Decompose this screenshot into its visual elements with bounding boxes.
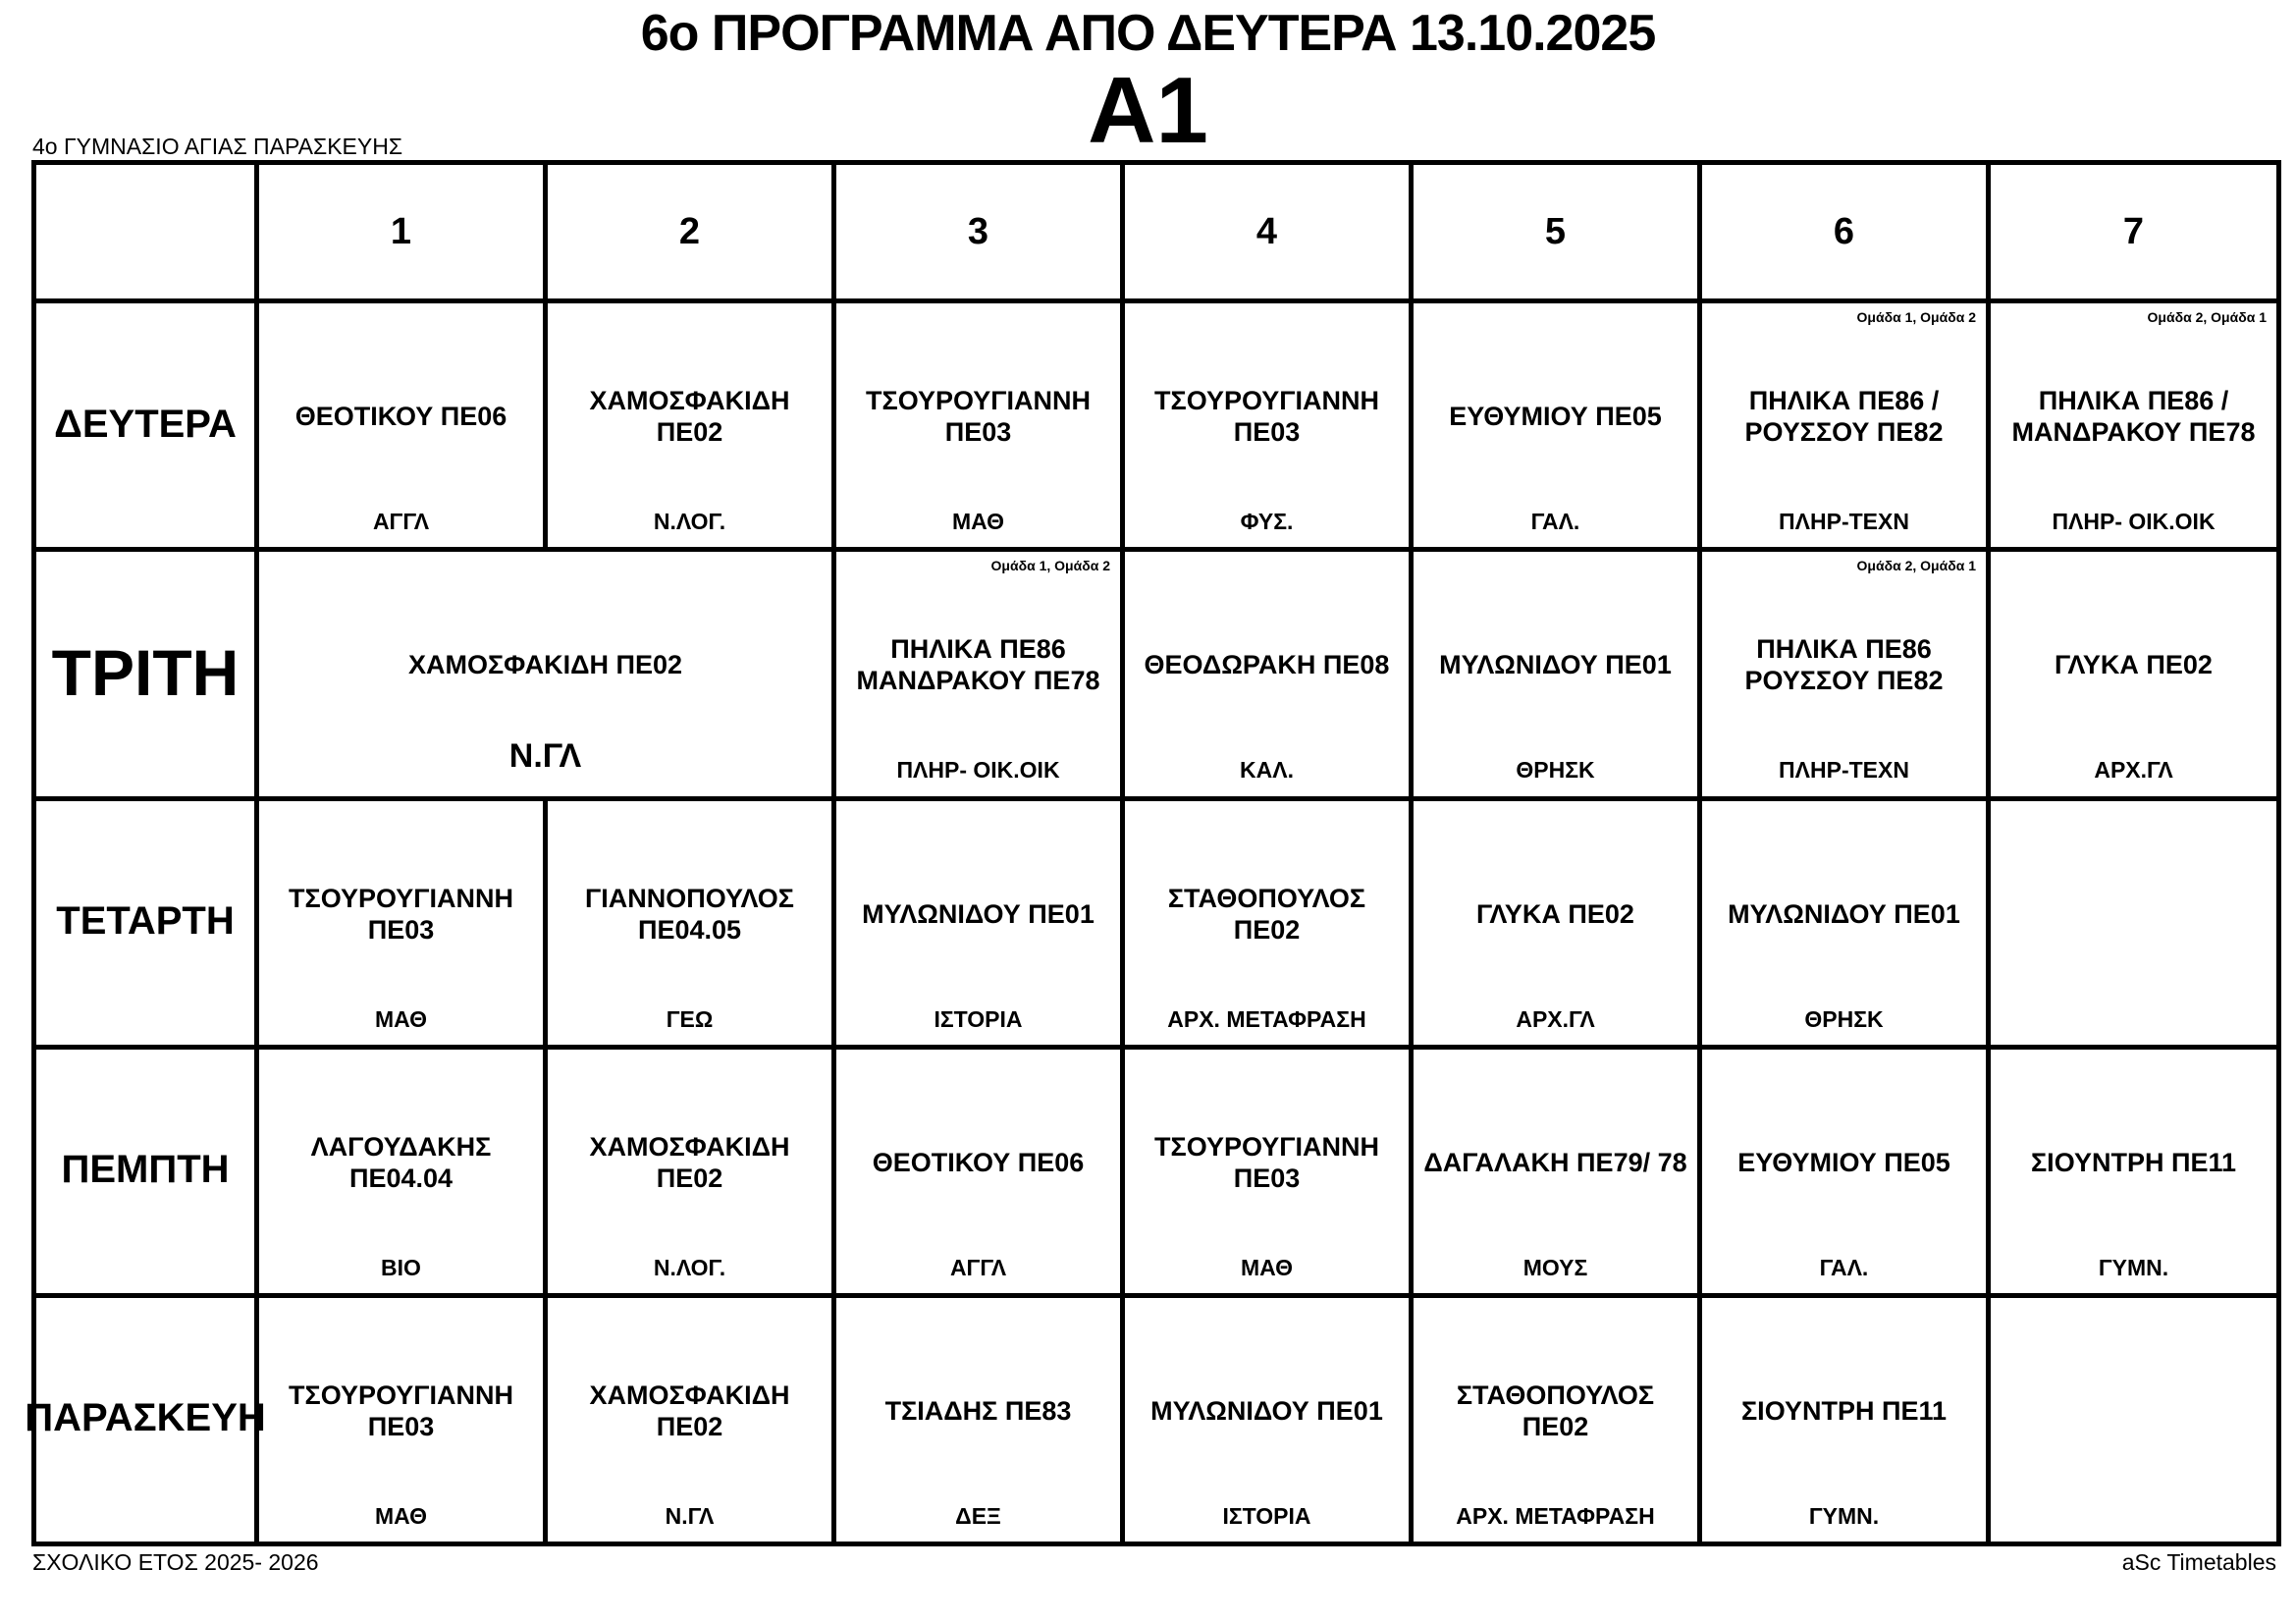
lesson-cell <box>834 550 1123 798</box>
teacher-name: ΓΛΥΚΑ ΠΕ02 <box>2055 650 2213 680</box>
lesson-cell <box>834 1295 1123 1543</box>
lesson-cell <box>1989 798 2279 1047</box>
lesson-cell-content <box>259 552 831 793</box>
period-number: 3 <box>967 210 989 252</box>
lesson-cell <box>1989 550 2279 798</box>
lesson-cell-content <box>1702 303 1986 545</box>
teacher-name: ΤΣΟΥΡΟΥΓΙΑΝΝΗ ΠΕ03 <box>1154 1131 1379 1193</box>
teacher-name: ΤΣΟΥΡΟΥΓΙΑΝΝΗ ΠΕ03 <box>866 386 1091 448</box>
teacher-name: ΣΙΟΥΝΤΡΗ ΠΕ11 <box>2030 1147 2236 1177</box>
lesson-cell-content <box>836 1298 1120 1540</box>
teacher-name: ΤΣΟΥΡΟΥΓΙΑΝΝΗ ΠΕ03 <box>289 883 513 945</box>
teacher-name: ΣΤΑΘΟΠΟΥΛΟΣ ΠΕ02 <box>1456 1380 1655 1441</box>
subject-name: ΜΟΥΣ <box>1522 1254 1588 1280</box>
day-row <box>34 550 2279 798</box>
teacher-name: ΠΗΛΙΚΑ ΠΕ86 ΡΟΥΣΣΟΥ ΠΕ82 <box>1744 634 1944 696</box>
subject-name: ΦΥΣ. <box>1240 509 1294 535</box>
lesson-cell-content <box>1702 1298 1986 1540</box>
lesson-cell <box>257 1295 546 1543</box>
subject-name: ΜΑΘ <box>374 1005 428 1032</box>
lesson-cell-content <box>1414 1050 1697 1291</box>
day-header <box>34 550 257 798</box>
day-header <box>34 301 257 550</box>
teacher-name: ΠΗΛΙΚΑ ΠΕ86 ΜΑΝΔΡΑΚΟΥ ΠΕ78 <box>856 634 1100 696</box>
generator-credit: aSc Timetables <box>2121 1549 2276 1575</box>
school-name: 4ο ΓΥΜΝΑΣΙΟ ΑΓΙΑΣ ΠΑΡΑΣΚΕΥΗΣ <box>32 134 403 159</box>
teacher-name: ΜΥΛΩΝΙΔΟΥ ΠΕ01 <box>862 898 1095 929</box>
period-header-row <box>34 163 2279 301</box>
lesson-cell-content <box>1702 801 1986 1043</box>
lesson-cell <box>257 550 834 798</box>
teacher-name: ΤΣΙΑΔΗΣ ΠΕ83 <box>884 1395 1072 1426</box>
lesson-cell-content <box>836 1050 1120 1291</box>
group-label: Ομάδα 2, Ομάδα 1 <box>2147 309 2267 326</box>
lesson-cell <box>834 798 1123 1047</box>
subject-name: ΓΕΩ <box>666 1005 714 1032</box>
group-label: Ομάδα 1, Ομάδα 2 <box>1856 309 1976 326</box>
teacher-name: ΓΙΑΝΝΟΠΟΥΛΟΣ ΠΕ04.05 <box>584 883 795 945</box>
lesson-cell <box>546 301 834 550</box>
teacher-name: ΕΥΘΥΜΙΟΥ ΠΕ05 <box>1449 402 1662 432</box>
teacher-name: ΠΗΛΙΚΑ ΠΕ86 / ΜΑΝΔΡΑΚΟΥ ΠΕ78 <box>2011 386 2256 448</box>
day-row <box>34 1295 2279 1543</box>
lesson-cell-content <box>548 303 831 545</box>
teacher-name: ΧΑΜΟΣΦΑΚΙΔΗ ΠΕ02 <box>589 1131 790 1193</box>
teacher-name: ΜΥΛΩΝΙΔΟΥ ΠΕ01 <box>1439 650 1672 680</box>
lesson-cell <box>1412 1047 1700 1295</box>
lesson-cell-content <box>1125 1050 1409 1291</box>
subject-name: ΑΓΓΛ <box>949 1254 1007 1280</box>
lesson-cell-content <box>1991 303 2276 545</box>
subject-name: Ν.ΓΛ <box>508 737 582 776</box>
subject-name: ΜΑΘ <box>951 509 1005 535</box>
group-label: Ομάδα 2, Ομάδα 1 <box>1856 558 1976 574</box>
subject-name: ΙΣΤΟΡΙΑ <box>1222 1502 1311 1529</box>
subject-name: Ν.ΛΟΓ. <box>653 1254 726 1280</box>
teacher-name: ΔΑΓΑΛΑΚΗ ΠΕ79/ 78 <box>1423 1147 1687 1177</box>
lesson-cell <box>1700 798 1989 1047</box>
period-number: 4 <box>1255 210 1278 252</box>
timetable <box>25 160 2281 1546</box>
period-number: 7 <box>2122 210 2145 252</box>
lesson-cell-content <box>548 801 831 1043</box>
lesson-cell <box>1123 1047 1412 1295</box>
lesson-cell <box>1123 1295 1412 1543</box>
period-header <box>546 163 834 301</box>
day-row <box>34 301 2279 550</box>
lesson-cell-content <box>548 1050 831 1291</box>
lesson-cell-content <box>1991 801 2276 1043</box>
lesson-cell-content <box>1414 801 1697 1043</box>
lesson-cell <box>1412 550 1700 798</box>
lesson-cell <box>834 1047 1123 1295</box>
lesson-cell-content <box>548 1298 831 1540</box>
teacher-name: ΣΙΟΥΝΤΡΗ ΠΕ11 <box>1740 1395 1947 1426</box>
day-name: ΔΕΥΤΕΡΑ <box>54 402 237 446</box>
lesson-cell <box>1700 550 1989 798</box>
day-header <box>25 1295 266 1543</box>
lesson-cell <box>1123 798 1412 1047</box>
day-header <box>34 1047 257 1295</box>
class-name: Α1 <box>1088 58 1208 163</box>
teacher-name <box>1999 860 2269 968</box>
subject-name: ΠΛΗΡ-ΤΕΧΝ <box>1779 757 1909 784</box>
subject-name: ΒΙΟ <box>381 1254 421 1280</box>
lesson-cell-content <box>259 1050 543 1291</box>
day-name: ΠΕΜΠΤΗ <box>61 1148 230 1192</box>
lesson-cell-content <box>1125 552 1409 793</box>
subject-name: ΓΑΛ. <box>1819 1254 1869 1280</box>
period-header <box>257 163 546 301</box>
subject-name: ΑΡΧ.ΓΛ <box>2094 757 2173 784</box>
school-year: ΣΧΟΛΙΚΟ ΕΤΟΣ 2025- 2026 <box>32 1549 319 1575</box>
lesson-cell-content <box>836 552 1120 793</box>
teacher-name: ΧΑΜΟΣΦΑΚΙΔΗ ΠΕ02 <box>589 386 790 448</box>
period-header <box>1123 163 1412 301</box>
lesson-cell-content <box>1125 801 1409 1043</box>
period-number: 5 <box>1544 210 1567 252</box>
period-header <box>1989 163 2279 301</box>
teacher-name: ΧΑΜΟΣΦΑΚΙΔΗ ΠΕ02 <box>589 1380 790 1441</box>
teacher-name: ΠΗΛΙΚΑ ΠΕ86 / ΡΟΥΣΣΟΥ ΠΕ82 <box>1744 386 1944 448</box>
lesson-cell-content <box>1414 1298 1697 1540</box>
lesson-cell <box>1700 1295 1989 1543</box>
day-name: ΤΕΤΑΡΤΗ <box>56 899 235 944</box>
teacher-name: ΘΕΟΤΙΚΟΥ ΠΕ06 <box>294 402 507 432</box>
lesson-cell <box>546 798 834 1047</box>
lesson-cell <box>1700 301 1989 550</box>
subject-name: ΑΡΧ. ΜΕΤΑΦΡΑΣΗ <box>1167 1005 1366 1032</box>
lesson-cell <box>1412 301 1700 550</box>
lesson-cell-content <box>1702 552 1986 793</box>
subject-name: Ν.ΓΛ <box>665 1502 715 1529</box>
period-header <box>1412 163 1700 301</box>
lesson-cell-content <box>1991 552 2276 793</box>
subject-name: ΓΥΜΝ. <box>2098 1254 2169 1280</box>
subject-name: ΜΑΘ <box>1240 1254 1294 1280</box>
lesson-cell-content <box>1991 1298 2276 1540</box>
lesson-cell-content <box>1414 552 1697 793</box>
subject-name: ΠΛΗΡ- ΟΙΚ.ΟΙΚ <box>896 757 1060 784</box>
lesson-cell-content <box>259 303 543 545</box>
lesson-cell <box>834 301 1123 550</box>
period-header <box>834 163 1123 301</box>
group-label: Ομάδα 1, Ομάδα 2 <box>990 558 1110 574</box>
subject-name: ΓΥΜΝ. <box>1808 1502 1880 1529</box>
teacher-name: ΘΕΟΔΩΡΑΚΗ ΠΕ08 <box>1144 650 1390 680</box>
teacher-name: ΜΥΛΩΝΙΔΟΥ ΠΕ01 <box>1150 1395 1383 1426</box>
period-number: 1 <box>390 210 412 252</box>
subject-name: ΙΣΤΟΡΙΑ <box>934 1005 1023 1032</box>
lesson-cell-content <box>1991 1050 2276 1291</box>
subject-name: ΚΑΛ. <box>1240 757 1294 784</box>
page-title: 6ο ΠΡΟΓΡΑΜΜΑ ΑΠΟ ΔΕΥΤΕΡΑ 13.10.2025 <box>640 5 1656 62</box>
lesson-cell-content <box>1125 1298 1409 1540</box>
timetable-body <box>25 163 2279 1544</box>
subject-name: ΠΛΗΡ- ΟΙΚ.ΟΙΚ <box>2052 509 2216 535</box>
day-header <box>34 798 257 1047</box>
subject-name: ΑΡΧ. ΜΕΤΑΦΡΑΣΗ <box>1456 1502 1655 1529</box>
day-name: ΤΡΙΤΗ <box>51 636 240 710</box>
day-row <box>34 1047 2279 1295</box>
teacher-name: ΤΣΟΥΡΟΥΓΙΑΝΝΗ ΠΕ03 <box>1154 386 1379 448</box>
lesson-cell-content <box>259 801 543 1043</box>
lesson-cell <box>257 798 546 1047</box>
corner-cell <box>34 163 257 301</box>
lesson-cell-content <box>259 1298 543 1540</box>
subject-name: ΠΛΗΡ-ΤΕΧΝ <box>1779 509 1909 535</box>
lesson-cell-content <box>1125 303 1409 545</box>
teacher-name: ΤΣΟΥΡΟΥΓΙΑΝΝΗ ΠΕ03 <box>289 1380 513 1441</box>
lesson-cell <box>257 1047 546 1295</box>
lesson-cell <box>1989 1047 2279 1295</box>
lesson-cell <box>1412 1295 1700 1543</box>
lesson-cell <box>1123 301 1412 550</box>
subject-name: ΓΑΛ. <box>1530 509 1580 535</box>
subject-name: ΔΕΞ <box>955 1502 1001 1529</box>
teacher-name: ΜΥΛΩΝΙΔΟΥ ΠΕ01 <box>1728 898 1960 929</box>
lesson-cell <box>1989 301 2279 550</box>
lesson-cell <box>1123 550 1412 798</box>
subject-name: ΑΡΧ.ΓΛ <box>1516 1005 1595 1032</box>
teacher-name: ΓΛΥΚΑ ΠΕ02 <box>1476 898 1634 929</box>
subject-name: ΘΡΗΣΚ <box>1516 757 1595 784</box>
lesson-cell-content <box>836 303 1120 545</box>
teacher-name <box>1999 1357 2269 1465</box>
subject-name: Ν.ΛΟΓ. <box>653 509 726 535</box>
period-header <box>1700 163 1989 301</box>
period-number: 2 <box>678 210 701 252</box>
subject-name: ΘΡΗΣΚ <box>1804 1005 1884 1032</box>
lesson-cell <box>1700 1047 1989 1295</box>
teacher-name: ΕΥΘΥΜΙΟΥ ΠΕ05 <box>1737 1147 1950 1177</box>
teacher-name: ΧΑΜΟΣΦΑΚΙΔΗ ΠΕ02 <box>407 650 683 680</box>
teacher-name: ΣΤΑΘΟΠΟΥΛΟΣ ΠΕ02 <box>1167 883 1366 945</box>
teacher-name: ΘΕΟΤΙΚΟΥ ΠΕ06 <box>872 1147 1085 1177</box>
subject-name: ΜΑΘ <box>374 1502 428 1529</box>
day-row <box>34 798 2279 1047</box>
lesson-cell-content <box>836 801 1120 1043</box>
lesson-cell <box>546 1047 834 1295</box>
lesson-cell <box>1989 1295 2279 1543</box>
lesson-cell-content <box>1702 1050 1986 1291</box>
day-name: ΠΑΡΑΣΚΕΥΗ <box>25 1396 266 1440</box>
subject-name: ΑΓΓΛ <box>372 509 430 535</box>
lesson-cell <box>546 1295 834 1543</box>
lesson-cell <box>257 301 546 550</box>
lesson-cell <box>1412 798 1700 1047</box>
period-number: 6 <box>1833 210 1855 252</box>
lesson-cell-content <box>1414 303 1697 545</box>
teacher-name: ΛΑΓΟΥΔΑΚΗΣ ΠΕ04.04 <box>310 1131 492 1193</box>
